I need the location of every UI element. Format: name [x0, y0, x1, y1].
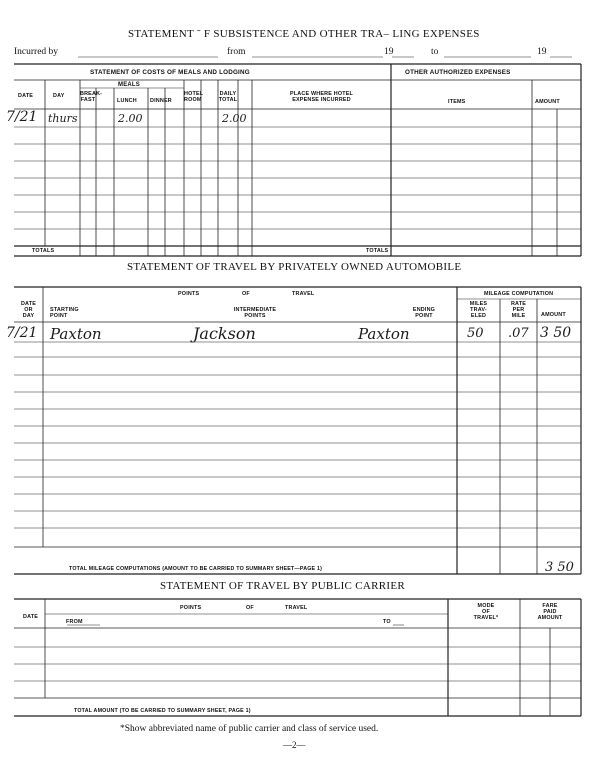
meals-entry-day: thurs: [48, 112, 78, 125]
auto-total-value: 3 50: [545, 560, 574, 575]
auto-entry-end: Paxton: [358, 325, 410, 343]
meals-lodging-title: STATEMENT OF COSTS OF MEALS AND LODGING: [90, 69, 250, 76]
col-amount: AMOUNT: [535, 99, 560, 105]
page-title: STATEMENT ˜ F SUBSISTENCE AND OTHER TRA– LING EXPENSES: [128, 28, 480, 40]
carrier-points-label: POINTS: [180, 605, 202, 611]
col-breakfast: BREAK- FAST: [80, 91, 103, 103]
auto-col-date: DATE OR DAY: [20, 301, 37, 319]
auto-entry-intermediate: Jackson: [193, 324, 256, 343]
carrier-travel-label: TRAVEL: [285, 605, 308, 611]
other-expenses-title: OTHER AUTHORIZED EXPENSES: [405, 69, 511, 76]
col-place: PLACE WHERE HOTEL EXPENSE INCURRED: [290, 91, 353, 103]
carrier-col-fare: FARE PAID AMOUNT: [537, 603, 563, 621]
col-items: ITEMS: [448, 99, 466, 105]
auto-entry-miles: 50: [467, 326, 484, 341]
auto-entry-date: 7/21: [6, 325, 38, 341]
page-number: —2—: [283, 740, 306, 750]
auto-entry-amount: 3 50: [540, 325, 572, 341]
carrier-col-date: DATE: [23, 614, 39, 620]
totals-right: TOTALS: [366, 248, 389, 254]
col-hotel-room: HOTEL ROOM: [184, 91, 204, 103]
from-label: from: [227, 47, 246, 57]
carrier-col-from: FROM: [66, 619, 83, 625]
to-label: to: [431, 47, 439, 57]
col-date: DATE: [18, 93, 34, 99]
carrier-col-mode: MODE OF TRAVEL*: [473, 603, 499, 621]
year-prefix-1: 19: [384, 47, 394, 57]
col-day: DAY: [53, 93, 65, 99]
auto-section-title: STATEMENT OF TRAVEL BY PRIVATELY OWNED AUTOMOBILE: [127, 261, 462, 273]
auto-total-label: TOTAL MILEAGE COMPUTATIONS (AMOUNT TO BE CARRIED TO SUMMARY SHEET—PAGE 1): [69, 566, 323, 572]
auto-col-miles: MILES TRAV- ELED: [469, 301, 488, 319]
meals-group-label: MEALS: [118, 82, 140, 88]
auto-col-rate: RATE PER MILE: [510, 301, 527, 319]
carrier-of-label: OF: [246, 605, 254, 611]
auto-of-label: OF: [242, 291, 250, 297]
carrier-total-label: TOTAL AMOUNT (TO BE CARRIED TO SUMMARY SHEET, PAGE 1): [74, 708, 251, 714]
auto-col-end: ENDING POINT: [412, 307, 436, 319]
incurred-by-label: Incurred by: [14, 47, 59, 57]
meals-entry-date: 7/21: [6, 109, 38, 125]
footnote: *Show abbreviated name of public carrier and class of service used.: [120, 724, 379, 734]
col-daily-total: DAILY TOTAL: [218, 91, 238, 103]
auto-travel-label: TRAVEL: [292, 291, 315, 297]
carrier-col-to: TO: [383, 619, 391, 625]
auto-entry-rate: .07: [508, 326, 529, 341]
meals-entry-daily: 2.00: [222, 112, 247, 125]
carrier-section-title: STATEMENT OF TRAVEL BY PUBLIC CARRIER: [160, 580, 406, 592]
auto-col-amount: AMOUNT: [541, 312, 566, 318]
totals-left: TOTALS: [32, 248, 55, 254]
col-lunch: LUNCH: [117, 98, 137, 104]
mileage-computation-label: MILEAGE COMPUTATION: [484, 291, 554, 297]
meals-entry-lunch: 2.00: [118, 112, 143, 125]
auto-col-start: STARTING POINT: [50, 307, 79, 319]
auto-entry-start: Paxton: [50, 325, 102, 343]
auto-points-label: POINTS: [178, 291, 200, 297]
auto-col-intermediate: INTERMEDIATE POINTS: [233, 307, 277, 319]
col-dinner: DINNER: [150, 98, 172, 104]
year-prefix-2: 19: [537, 47, 547, 57]
